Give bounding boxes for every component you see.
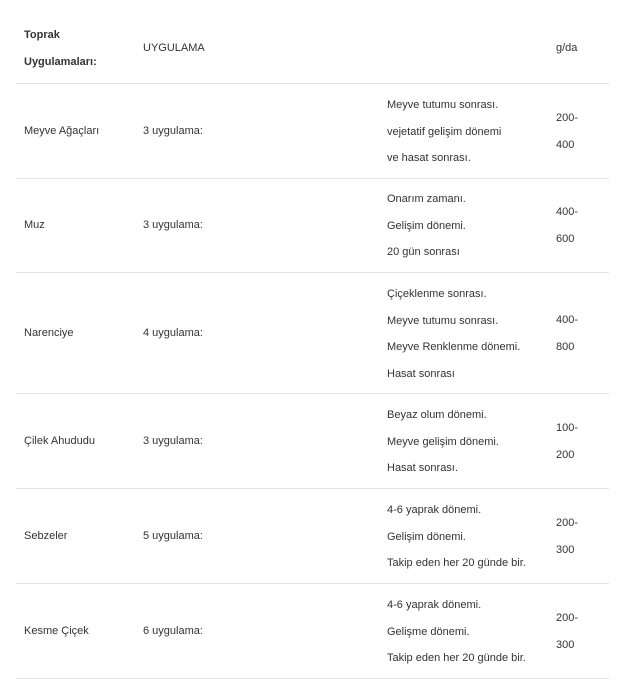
note-line: Meyve tutumu sonrası.	[387, 99, 499, 111]
header-gda: g/da	[556, 42, 578, 54]
table-row	[16, 394, 609, 489]
note-line: 4-6 yaprak dönemi.	[387, 504, 482, 516]
application-count: 4 uygulama:	[143, 327, 203, 339]
application-count: 3 uygulama:	[143, 219, 203, 231]
application-notes	[387, 186, 466, 266]
dose-min: 200-	[556, 612, 579, 624]
header-crop-cell	[24, 22, 97, 75]
table-row	[16, 179, 609, 273]
note-line: 4-6 yaprak dönemi.	[387, 599, 482, 611]
dose-range	[556, 105, 578, 158]
application-notes	[387, 92, 501, 172]
dose-max: 300	[556, 543, 575, 556]
dose-max: 200	[556, 448, 575, 461]
application-notes	[387, 402, 499, 482]
dose-min: 200-	[556, 112, 579, 124]
dose-min: 200-	[556, 517, 579, 529]
application-count: 3 uygulama:	[143, 125, 203, 137]
dose-max: 300	[556, 638, 575, 651]
header-application: UYGULAMA	[143, 42, 205, 54]
dose-min: 100-	[556, 422, 579, 434]
table-row	[16, 273, 609, 394]
crop-name: Sebzeler	[24, 530, 68, 542]
note-line: Hasat sonrası.	[387, 462, 458, 474]
dose-range	[556, 605, 578, 658]
application-count: 3 uygulama:	[143, 435, 203, 447]
note-line: Gelişim dönemi.	[387, 530, 466, 543]
crop-name: Çilek Ahududu	[24, 435, 95, 447]
dose-range	[556, 199, 578, 252]
table-row	[16, 84, 609, 179]
dose-range	[556, 415, 578, 468]
table-row	[16, 489, 609, 584]
header-crop-line1: Toprak	[24, 29, 60, 41]
dose-range	[556, 510, 578, 563]
note-line: Beyaz olum dönemi.	[387, 409, 487, 421]
note-line: Gelişme dönemi.	[387, 625, 470, 638]
dose-max: 400	[556, 138, 575, 151]
application-count: 6 uygulama:	[143, 625, 203, 637]
crop-name: Kesme Çiçek	[24, 625, 89, 637]
note-line: 20 gün sonrası	[387, 246, 460, 258]
note-line: Çiçeklenme sonrası.	[387, 288, 487, 300]
dose-max: 600	[556, 232, 575, 245]
application-table	[16, 0, 609, 679]
note-line: Meyve Renklenme dönemi.	[387, 341, 521, 353]
note-line: vejetatif gelişim dönemi	[387, 125, 502, 138]
dose-min: 400-	[556, 314, 579, 326]
note-line: Takip eden her 20 günde bir.	[387, 557, 526, 569]
dose-range	[556, 307, 578, 360]
note-line: Gelişim dönemi.	[387, 219, 466, 232]
application-notes	[387, 592, 526, 672]
application-notes	[387, 281, 520, 387]
dose-min: 400-	[556, 206, 579, 218]
table-row	[16, 584, 609, 679]
note-line: ve hasat sonrası.	[387, 152, 471, 164]
crop-name: Muz	[24, 219, 45, 231]
note-line: Hasat sonrası	[387, 367, 455, 380]
note-line: Onarım zamanı.	[387, 193, 466, 205]
note-line: Takip eden her 20 günde bir.	[387, 652, 526, 664]
table-header-row	[16, 0, 609, 84]
header-crop-line2: Uygulamaları:	[24, 55, 97, 68]
note-line: Meyve tutumu sonrası.	[387, 314, 499, 327]
crop-name: Meyve Ağaçları	[24, 125, 100, 137]
dose-max: 800	[556, 340, 575, 353]
application-notes	[387, 497, 526, 577]
crop-name: Narenciye	[24, 327, 74, 339]
application-count: 5 uygulama:	[143, 530, 203, 542]
note-line: Meyve gelişim dönemi.	[387, 435, 499, 448]
